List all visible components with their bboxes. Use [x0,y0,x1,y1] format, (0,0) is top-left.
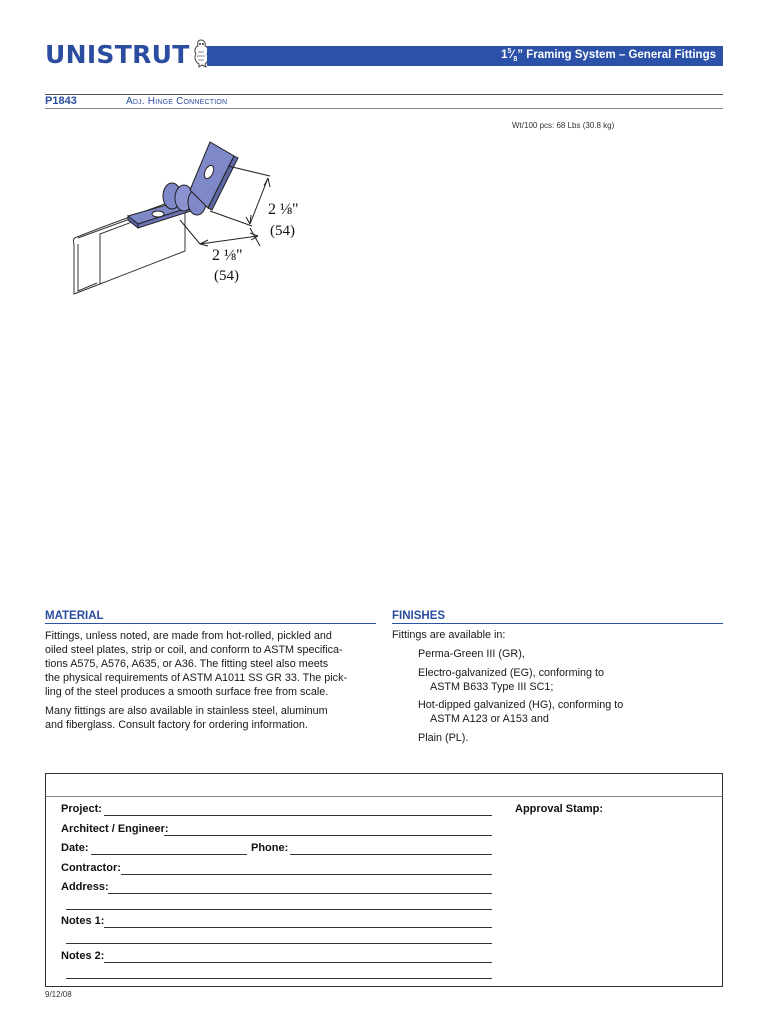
header-title: $1^5⁄_8$” Framing System – General Fittings [501,48,716,64]
notes2-field-line-2[interactable] [66,978,492,979]
material-rule [45,623,376,624]
material-line: tions A575, A576, A635, or A36. The fitting steel also meets [45,658,329,670]
contractor-field[interactable] [121,874,492,875]
part-number: P1843 [45,95,77,107]
dimension-width-label: 2 ⅛" [212,247,243,264]
material-line: ling of the steel produces a smooth surface free from scale. [45,686,329,698]
finishes-intro: Fittings are available in: [392,629,506,641]
address-field-line-2[interactable] [66,909,492,910]
dimension-height-mm: (54) [270,223,295,239]
material-heading: MATERIAL [45,610,104,622]
notes1-field-line-2[interactable] [66,943,492,944]
address-field[interactable] [108,893,492,894]
dimension-width-mm: (54) [214,268,239,284]
form-divider [46,796,722,797]
phone-label: Phone: [251,842,289,854]
brand-logo: UNISTRUT [45,40,190,69]
notes2-label: Notes 2: [61,950,105,962]
finish-item: Hot-dipped galvanized (HG), conforming to [418,699,624,711]
material-line: the physical requirements of ASTM A1011 SS GR 33. The pick- [45,672,348,684]
project-field[interactable] [104,815,492,816]
notes1-field[interactable] [104,927,492,928]
architect-label: Architect / Engineer: [61,823,169,835]
finish-item: ASTM A123 or A153 and [430,713,549,725]
approval-stamp-label: Approval Stamp: [515,803,604,815]
approval-form [45,773,723,987]
part-rule [45,108,723,109]
material-line: Fittings, unless noted, are made from hot-rolled, pickled and [45,630,332,642]
material-line: Many fittings are also available in stainless steel, aluminum [45,705,328,717]
material-line: oiled steel plates, strip or coil, and conform to ASTM specifica- [45,644,343,656]
finish-item: Electro-galvanized (EG), conforming to [418,667,605,679]
project-label: Project: [61,803,102,815]
header-band [207,46,723,66]
architect-field[interactable] [164,835,492,836]
phone-field[interactable] [290,854,492,855]
material-paragraph-1 [45,629,380,699]
notes1-label: Notes 1: [61,915,105,927]
finishes-rule [392,623,723,624]
material-paragraph-2 [45,704,380,732]
part-name: Adj. Hinge Connection [126,96,228,107]
date-label: Date: [61,842,89,854]
hinge-fitting-drawing [60,136,320,306]
dimension-height-label: 2 ⅛" [268,201,299,218]
finish-item: ASTM B633 Type III SC1; [430,681,554,693]
notes2-field[interactable] [104,962,492,963]
date-field[interactable] [91,854,247,855]
part-weight: Wt/100 pcs: 68 Lbs (30.8 kg) [512,121,615,130]
top-rule [45,94,723,95]
finish-item: Perma-Green III (GR), [418,648,525,660]
contractor-label: Contractor: [61,862,121,874]
finish-item: Plain (PL). [418,732,469,744]
revision-date: 9/12/08 [45,990,72,999]
material-line: and fiberglass. Consult factory for ordering information. [45,719,308,731]
finishes-heading: FINISHES [392,610,446,622]
address-label: Address: [61,881,109,893]
